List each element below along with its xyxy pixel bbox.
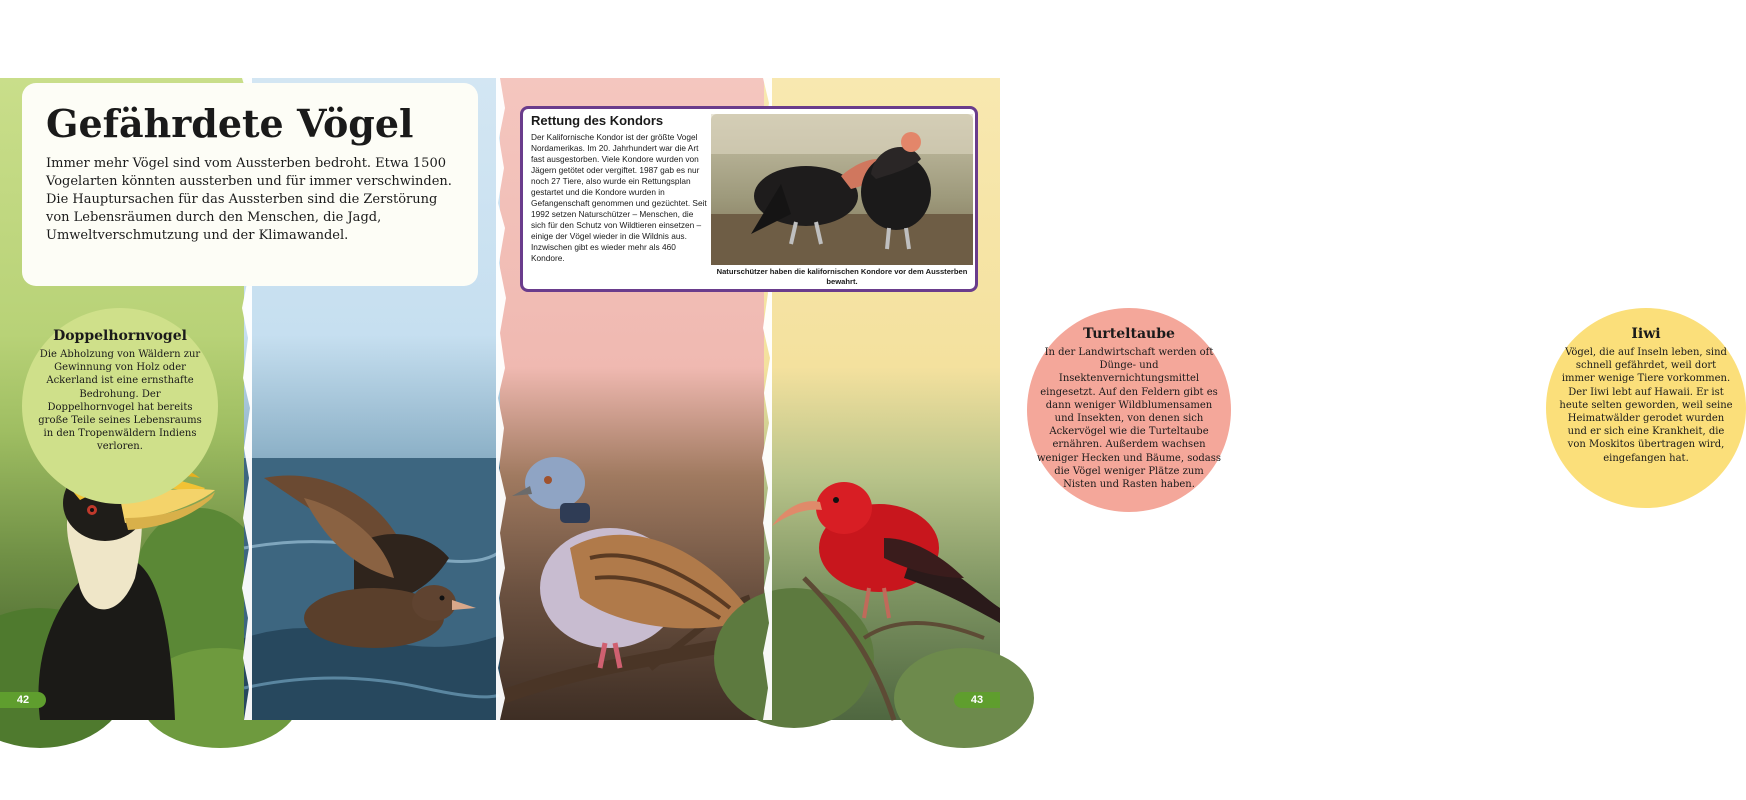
iiwi-heading: Iiwi: [1631, 326, 1661, 342]
condor-box: [520, 106, 978, 292]
condor-caption: Naturschützer haben die kalifornischen Kondore vor dem Aussterben bewahrt.: [716, 267, 968, 286]
dove-heading: Turteltaube: [1083, 326, 1175, 342]
iiwi-info-circle: [1546, 308, 1746, 508]
dove-info-circle: [1027, 308, 1231, 512]
hornbill-heading: Doppelhornvogel: [53, 328, 187, 344]
torn-seam-2: [496, 78, 508, 720]
page-title: Gefährdete Vögel: [46, 101, 414, 146]
hornbill-info-circle: [22, 308, 218, 504]
page-number-right: 43: [954, 692, 1000, 708]
hornbill-text: Die Abholzung von Wäldern zur Gewinnung von Holz oder Ackerland ist eine ernsthafte Bedrohung. Der Doppelhornvogel hat bereits große Teile seines Lebensraums in den Tropenwäldern Indiens verloren.: [38, 349, 202, 453]
dove-text: In der Landwirtschaft werden oft Dünge- und Insektenvernichtungsmittel eingesetzt. Auf den Feldern gibt es dann weniger Wildblumensamen und Insekten, von denen sich Ackervögel wie die Turteltaube ernähren. Außerdem wachsen weniger Hecken und Bäume, sodass die Vögel weniger Plätze zum Nisten und Rasten haben.: [1037, 347, 1221, 491]
title-box: [22, 83, 478, 286]
condor-heading: Rettung des Kondors: [531, 113, 664, 128]
intro-text: Immer mehr Vögel sind vom Aussterben bedroht. Etwa 1500 Vogelarten könnten aussterben und für immer verschwinden. Die Hauptursachen für das Aussterben sind die Zerstörung von Lebensräumen durch den Menschen, die Jagd, Umweltverschmutzung und der Klimawandel.: [46, 156, 452, 243]
condor-photo: [711, 114, 973, 265]
iiwi-text: Vögel, die auf Inseln leben, sind schnell gefährdet, weil dort immer wenige Tiere vorkommen. Der Iiwi lebt auf Hawaii. Er ist heute selten geworden, weil seine Heimatwälder gerodet wurden und er sich eine Krankheit, die von Moskitos übertragen wird, eingefangen hat.: [1559, 347, 1733, 464]
page-number-left: 42: [0, 692, 46, 708]
condor-text: Der Kalifornische Kondor ist der größte Vogel Nordamerikas. Im 20. Jahrhundert war die Art fast ausgestorben. Viele Kondore wurden von Jägern getötet oder vergiftet. 1987 gab es nur noch 27 Tiere, also wurde ein Rettungsplan gestartet und die Kondore wurden in Gefangenschaft genommen und gezüchtet. Seit 1992 setzen Naturschützer – Menschen, die sich für den Schutz von Wildtieren einsetzen – einige der Vögel wieder in die Wildnis aus. Inzwischen gibt es wieder mehr als 460 Kondore.: [531, 132, 707, 263]
